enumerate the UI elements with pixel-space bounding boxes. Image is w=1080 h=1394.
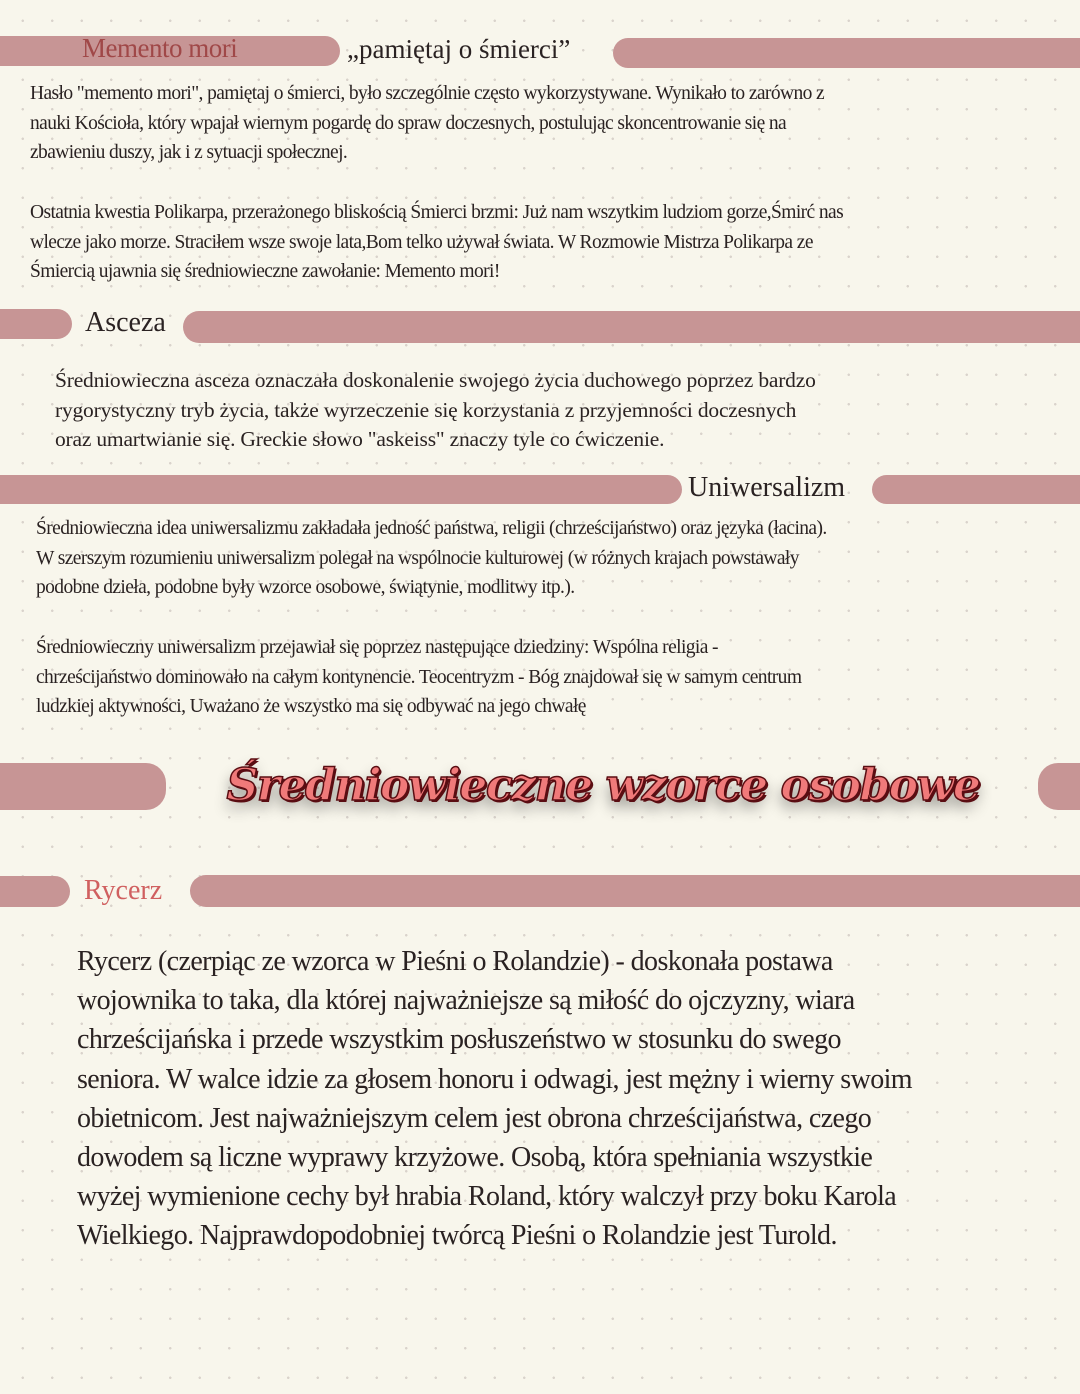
text-line: wojownika to taka, dla której najważniejsze są miłość do ojczyzny, wiara	[77, 985, 855, 1017]
memento-paragraph-1	[30, 79, 1070, 168]
uniwersalizm-paragraph-1	[36, 514, 1070, 603]
text-line: ludzkiej aktywności, Uważano że wszystko ma się odbywać na jego chwałę	[36, 696, 586, 717]
text-line: oraz umartwianie się. Greckie słowo "askeiss" znaczy tyle co ćwiczenie.	[55, 427, 665, 452]
rycerz-left-bar	[0, 876, 70, 907]
text-line: chrześcijańska i przede wszystkim posłuszeństwo w stosunku do swego	[77, 1024, 841, 1056]
text-line: Wielkiego. Najprawdopodobniej twórcą Pieśni o Rolandzie jest Turold.	[77, 1220, 837, 1252]
text-line: Rycerz (czerpiąc ze wzorca w Pieśni o Rolandzie) - doskonała postawa	[77, 946, 833, 977]
memento-paragraph-2	[30, 198, 1070, 287]
uniwersalizm-right-bar	[872, 475, 1080, 504]
text-line: Średniowieczny uniwersalizm przejawiał się poprzez następujące dziedziny: Wspólna religia -	[36, 637, 718, 658]
text-line: dowodem są liczne wyprawy krzyżowe. Osobą, która spełniania wszystkie	[77, 1142, 873, 1174]
uniwersalizm-paragraph-2	[36, 633, 1070, 722]
text-line: Średniowieczna asceza oznaczała doskonalenie swojego życia duchowego poprzez bardzo	[55, 368, 816, 392]
text-line: Ostatnia kwestia Polikarpa, przerażonego bliskością Śmierci brzmi: Już nam wszytkim ludziom gorze,Śmirć nas	[30, 202, 844, 223]
heading-right-bar	[1038, 763, 1080, 810]
asceza-right-bar	[183, 311, 1080, 343]
asceza-paragraph	[55, 366, 1065, 455]
section-heading: Średniowieczne wzorce osobowe	[226, 760, 980, 811]
rycerz-label: Rycerz	[84, 875, 163, 906]
text-line: obietnicom. Jest najważniejszym celem jest obrona chrześcijaństwa, czego	[77, 1102, 872, 1134]
uniwersalizm-left-bar	[0, 475, 682, 504]
asceza-left-bar	[0, 309, 72, 339]
text-line: Hasło "memento mori", pamiętaj o śmierci, było szczególnie często wykorzystywane. Wynikało to zarówno z	[30, 83, 825, 104]
text-line: Średniowieczna idea uniwersalizmu zakładała jedność państwa, religii (chrześcijaństwo) oraz języka (łacina).	[36, 518, 827, 539]
text-line: podobne dzieła, podobne były wzorce osobowe, świątynie, modlitwy itp.).	[36, 577, 575, 598]
memento-subtitle: „pamiętaj o śmierci”	[347, 34, 571, 64]
text-line: seniora. W walce idzie za głosem honoru i odwagi, jest mężny i wierny swoim	[77, 1063, 912, 1095]
uniwersalizm-label: Uniwersalizm	[688, 472, 846, 503]
text-line: chrześcijaństwo dominowało na całym kontynencie. Teocentryzm - Bóg znajdował się w samym centrum	[36, 666, 802, 688]
rycerz-right-bar	[190, 875, 1080, 907]
heading-left-bar	[0, 763, 166, 810]
text-line: wyżej wymienione cechy był hrabia Roland, który walczył przy boku Karola	[77, 1181, 897, 1213]
text-line: zbawieniu duszy, jak i z sytuacji społecznej.	[30, 142, 348, 163]
text-line: wlecze jako morze. Straciłem wsze swoje lata,Bom telko używał świata. W Rozmowie Mistrza Polikarpa ze	[30, 231, 813, 253]
text-line: nauki Kościoła, który wpajał wiernym pogardę do spraw doczesnych, postulując skoncentrowanie się na	[30, 112, 787, 134]
asceza-label: Asceza	[85, 307, 166, 338]
text-line: rygorystyczny tryb życia, także wyrzeczenie się korzystania z przyjemności doczesnych	[55, 397, 797, 422]
memento-mori-label: Memento mori	[82, 33, 238, 63]
text-line: Śmiercią ujawnia się średniowieczne zawołanie: Memento mori!	[30, 261, 500, 282]
rycerz-paragraph	[77, 942, 1067, 1256]
memento-right-bar	[613, 38, 1080, 68]
text-line: W szerszym rozumieniu uniwersalizm polegał na wspólnocie kulturowej (w różnych krajach powstawały	[36, 547, 799, 569]
